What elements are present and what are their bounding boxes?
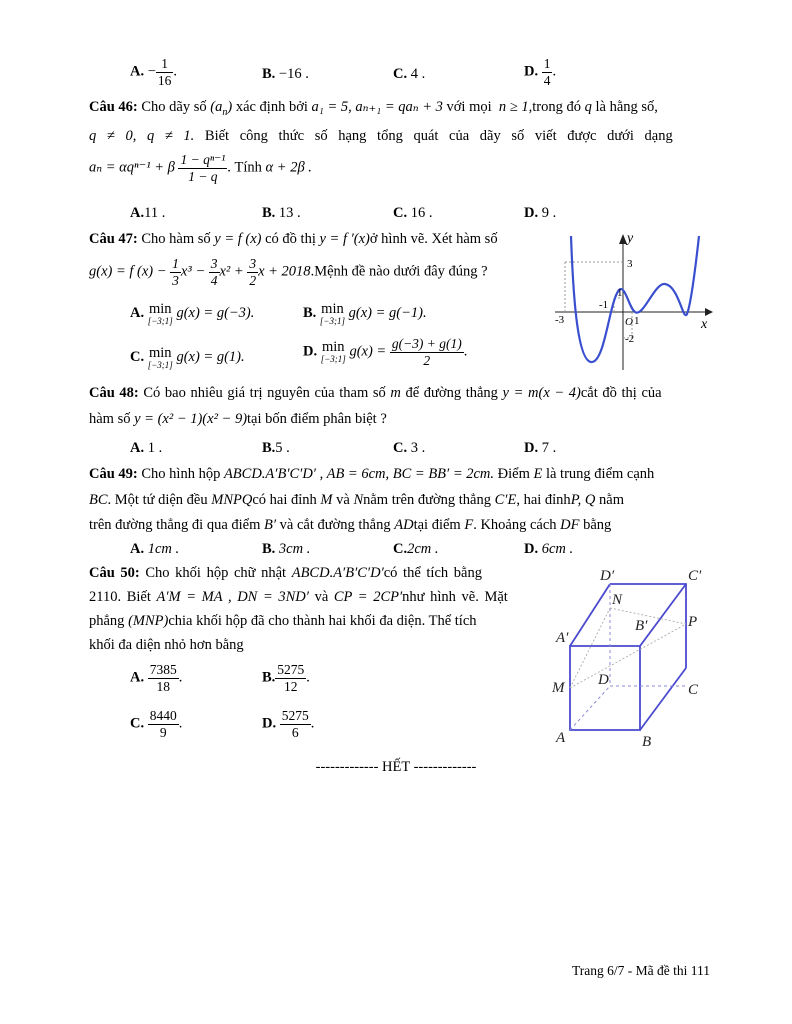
fraction: $\frac{7385}{18}$ xyxy=(149,662,177,694)
option-label: A. xyxy=(130,63,145,80)
q50-line2: 2110. Biết A′M = MA , DN = 3ND′ và CP = 2CP′như hình vẽ. Mặt xyxy=(89,589,508,605)
min-operator: min [−3;1] xyxy=(147,345,173,370)
q49-option-d: D. 6cm . xyxy=(524,541,574,557)
axis-label-y: y xyxy=(627,232,634,246)
label-P: P xyxy=(688,614,698,630)
edge-A1D1 xyxy=(570,584,610,646)
q47-option-a: A. min [−3;1] g(x) = g(−3). xyxy=(130,301,255,326)
fprime-curve xyxy=(571,236,699,362)
q50-option-a: A. $\frac{7385}{18}$ . xyxy=(130,662,183,694)
q45-option-d: D. $\frac{1}{4}$ . xyxy=(524,56,557,88)
label-C: C xyxy=(688,682,699,698)
fraction: $\frac{1}{16}$ xyxy=(157,56,172,88)
fraction: $\frac{\text{1 − qⁿ⁻¹}}{1 - q}$ xyxy=(180,152,226,184)
min-operator: min [−3;1] xyxy=(319,301,345,326)
tick-label-neg3: -3 xyxy=(555,314,565,326)
fraction: $\frac{5275}{12}$ xyxy=(277,662,305,694)
tick-label-3: 3 xyxy=(627,258,633,270)
q48-option-c: C. 3 . xyxy=(393,440,426,456)
question-label: Câu 46: xyxy=(89,99,138,115)
fraction: $\frac{5275}{6}$ xyxy=(281,708,309,740)
question-label: Câu 50: xyxy=(89,565,140,581)
sign: − xyxy=(147,63,156,80)
q45-option-c: C. 4 . xyxy=(393,66,426,82)
label-C1: C′ xyxy=(688,568,702,584)
q50-line1: Câu 50: Cho khối hộp chữ nhật ABCD.A′B′C′D′có thể tích bằng xyxy=(89,565,482,581)
label-B1: B′ xyxy=(635,618,648,634)
fraction: $\frac{1}{3}$ xyxy=(172,256,179,288)
hidden-edge-AD xyxy=(570,686,610,730)
q49-option-c: C.2cm . xyxy=(393,541,439,557)
q47-option-c: C. min [−3;1] g(x) = g(1). xyxy=(130,345,245,370)
q49-line1: Câu 49: Cho hình hộp ABCD.A′B′C′D′ , AB = 6cm, BC = BB′ = 2cm. Điểm E là trung điểm cạnh xyxy=(89,466,655,482)
min-operator: min [−3;1] xyxy=(147,301,173,326)
q46-line2: q ≠ 0, q ≠ 1. Biết công thức số hạng tổng quát của dãy số viết được dưới dạng xyxy=(89,128,673,144)
label-N: N xyxy=(612,592,623,608)
q49-option-b: B. 3cm . xyxy=(262,541,311,557)
front-face xyxy=(570,646,640,730)
q48-option-d: D. 7 . xyxy=(524,440,557,456)
q47-option-b: B. min [−3;1] g(x) = g(−1). xyxy=(303,301,427,326)
q48-option-b: B.5 . xyxy=(262,440,290,456)
q45-option-a: A. − $\frac{1}{16}$ . xyxy=(130,56,178,88)
q46-option-d: D. 9 . xyxy=(524,205,557,221)
fraction: $\frac{8440}{9}$ xyxy=(149,708,177,740)
q50-option-c: C. $\frac{8440}{9}$ . xyxy=(130,708,183,740)
tick-label-neg2: -2 xyxy=(625,333,635,345)
label-A: A xyxy=(556,730,566,746)
x-axis-arrow xyxy=(705,308,713,316)
fraction: $\frac{1}{4}$ xyxy=(543,56,551,88)
section-MP xyxy=(570,624,686,688)
q48-line1: Câu 48: Có bao nhiêu giá trị nguyên của tham số m để đường thẳng y = m(x − 4)cắt đồ thị của xyxy=(89,385,662,401)
fraction: $\frac{3}{4}$ xyxy=(210,256,218,288)
q46-option-a: A.11 . xyxy=(130,205,166,221)
q49-option-a: A. 1cm . xyxy=(130,541,180,557)
page-footer: Trang 6/7 - Mã đề thi 111 xyxy=(572,963,710,978)
q45-option-b: B. −16 . xyxy=(262,66,309,82)
q47-option-d: D. min [−3;1] g(x) = $\frac{g(-3) + g(1)}{2}$ . xyxy=(303,336,468,368)
label-B: B xyxy=(642,734,652,750)
question-label: Câu 48: xyxy=(89,385,139,401)
q46-line1: Câu 46: Cho dãy số $(a_n)$ xác định bởi a₁ = 5, aₙ₊₁ = qaₙ + 3 với mọi n ≥ 1,trong đó q là hằng số, xyxy=(89,99,658,118)
axis-label-x: x xyxy=(701,317,708,332)
label-D: D xyxy=(598,672,609,688)
label-M: M xyxy=(552,680,565,696)
y-axis-arrow xyxy=(619,234,627,244)
edge-B1C1 xyxy=(640,584,686,646)
tick-label-neg1: -1 xyxy=(599,299,609,311)
edge-BC xyxy=(640,668,686,730)
q48-option-a: A. 1 . xyxy=(130,440,163,456)
q50-line3: phẳng (MNP)chia khối hộp đã cho thành hai khối đa diện. Thể tích xyxy=(89,613,477,629)
q49-line2: BC. Một tứ diện đều MNPQcó hai đỉnh M và Nnằm trên đường thẳng C′E, hai đỉnhP, Q nằm xyxy=(89,492,624,508)
min-operator: min [−3;1] xyxy=(320,339,346,364)
q47-line1: Câu 47: Cho hàm số y = f (x) có đồ thị y = f ′(x)ở hình vẽ. Xét hàm số xyxy=(89,231,498,247)
origin-label: O xyxy=(625,316,633,328)
label-A1: A′ xyxy=(556,630,569,646)
q49-line3: trên đường thẳng đi qua điểm B′ và cắt đường thẳng ADtại điểm F. Khoảng cách DF bằng xyxy=(89,517,612,533)
q46-option-c: C. 16 . xyxy=(393,205,433,221)
tick-label-1x: 1 xyxy=(634,315,640,327)
cuboid-figure xyxy=(548,566,708,750)
label-D1: D′ xyxy=(600,568,615,584)
fraction: $\frac{3}{2}$ xyxy=(249,256,257,288)
q47-line2: g(x) = f (x) − $\frac{1}{3}$ x³ − $\frac{3}{4}$ x² + $\frac{3}{2}$ x + 2018.Mệnh đề nào dưới đây đúng ? xyxy=(89,256,488,288)
q50-option-d: D. $\frac{5275}{6}$ . xyxy=(262,708,315,740)
q48-line2: hàm số y = (x² − 1)(x² − 9)tại bốn điểm phân biệt ? xyxy=(89,411,387,427)
question-label: Câu 49: xyxy=(89,466,138,482)
q46-line3: aₙ = αqⁿ⁻¹ + β $\frac{\text{1 − qⁿ⁻¹}}{1 - q}$ . Tính α + 2β . xyxy=(89,152,312,184)
section-NP xyxy=(610,608,686,624)
end-marker: ------------- HẾT ------------- xyxy=(315,759,477,775)
fraction: $\frac{g(-3) + g(1)}{2}$ xyxy=(391,336,462,368)
derivative-graph xyxy=(555,232,715,372)
tick-label-1y: 1 xyxy=(617,287,623,299)
question-label: Câu 47: xyxy=(89,231,138,247)
q46-option-b: B. 13 . xyxy=(262,205,301,221)
q50-line4: khối đa diện nhỏ hơn bằng xyxy=(89,637,244,653)
q50-option-b: B. $\frac{5275}{12}$ . xyxy=(262,662,310,694)
